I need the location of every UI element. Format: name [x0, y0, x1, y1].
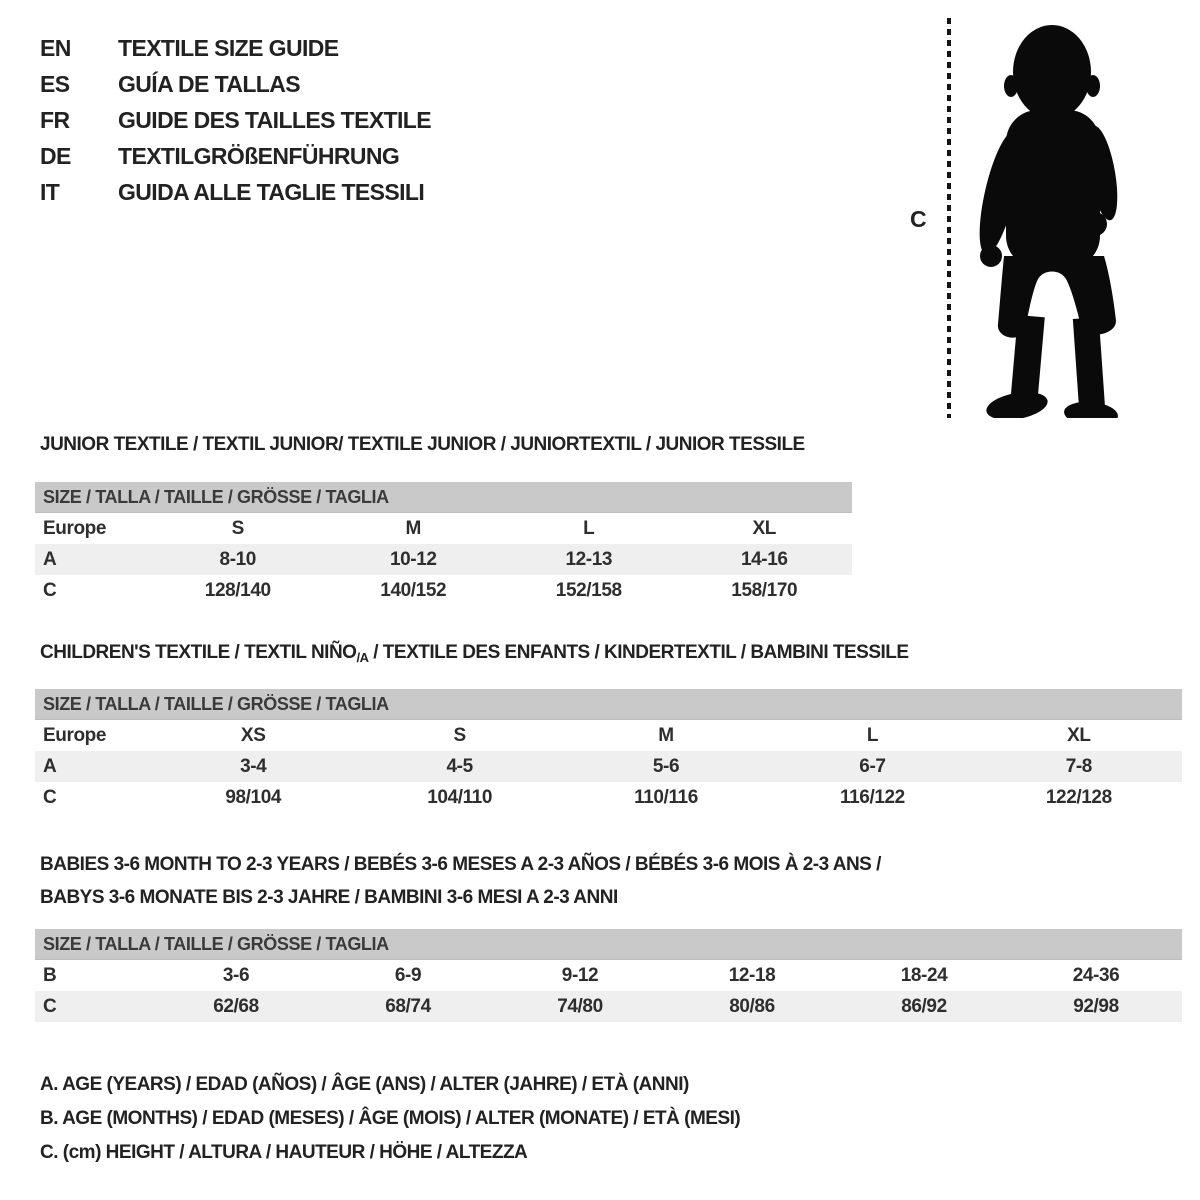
children-title-part1: CHILDREN'S TEXTILE / TEXTIL NIÑO	[40, 642, 357, 663]
row-label: A	[43, 549, 57, 570]
table-cell: 3-4	[240, 756, 267, 777]
baby-silhouette	[963, 18, 1135, 418]
table-cell: S	[231, 518, 244, 539]
babies-section-title	[40, 848, 881, 914]
table-cell: 62/68	[213, 996, 259, 1017]
row-label: Europe	[43, 725, 107, 746]
children-title-part2: / TEXTILE DES ENFANTS / KINDERTEXTIL / BAMBINI TESSILE	[368, 642, 909, 663]
babies-title-line2: BABYS 3-6 MONATE BIS 2-3 JAHRE / BAMBINI 3-6 MESI A 2-3 ANNI	[40, 887, 618, 908]
table-cell: 86/92	[901, 996, 947, 1017]
table-cell: 6-7	[859, 756, 886, 777]
height-measure-label: C	[910, 206, 927, 232]
table-row-height	[35, 782, 1182, 813]
language-code: FR	[40, 106, 70, 133]
language-row-it	[40, 174, 431, 210]
table-cell: 12-18	[728, 965, 776, 986]
table-cell: 98/104	[225, 787, 282, 808]
table-cell: M	[658, 725, 674, 746]
language-code: DE	[40, 142, 71, 169]
table-row-age-months	[35, 960, 1182, 991]
table-cell: XL	[752, 518, 776, 539]
language-label: GUÍA DE TALLAS	[118, 70, 300, 97]
language-list	[40, 30, 431, 210]
legend-line-c: C. (cm) HEIGHT / ALTURA / HAUTEUR / HÖHE / ALTEZZA	[40, 1142, 528, 1163]
table-cell: 116/122	[840, 787, 905, 808]
language-label: GUIDA ALLE TAGLIE TESSILI	[118, 178, 425, 205]
table-cell: L	[583, 518, 595, 539]
size-table-header: SIZE / TALLA / TAILLE / GRÖSSE / TAGLIA	[35, 929, 1182, 960]
table-cell: S	[453, 725, 466, 746]
table-row-height	[35, 991, 1182, 1022]
table-cell: 24-36	[1072, 965, 1120, 986]
table-cell: 10-12	[389, 549, 437, 570]
children-section-title	[40, 642, 909, 665]
table-cell: 5-6	[652, 756, 680, 777]
table-cell: 158/170	[731, 580, 798, 601]
language-row-es	[40, 66, 431, 102]
table-cell: 4-5	[446, 756, 473, 777]
legend-line-a: A. AGE (YEARS) / EDAD (AÑOS) / ÂGE (ANS) / ALTER (JAHRE) / ETÀ (ANNI)	[40, 1074, 689, 1095]
table-row-europe	[35, 720, 1182, 751]
height-measure-dashed-line	[947, 18, 951, 418]
table-cell: 9-12	[561, 965, 599, 986]
size-table-header: SIZE / TALLA / TAILLE / GRÖSSE / TAGLIA	[35, 689, 1182, 720]
row-label: B	[43, 965, 57, 986]
size-table-header: SIZE / TALLA / TAILLE / GRÖSSE / TAGLIA	[35, 482, 852, 513]
table-cell: 8-10	[219, 549, 256, 570]
babies-title-line1: BABIES 3-6 MONTH TO 2-3 YEARS / BEBÉS 3-6 MESES A 2-3 AÑOS / BÉBÉS 3-6 MOIS À 2-3 ANS /	[40, 854, 881, 875]
table-cell: 18-24	[900, 965, 948, 986]
language-code: IT	[40, 178, 60, 205]
row-label: C	[43, 787, 57, 808]
language-code: ES	[40, 70, 70, 97]
legend	[40, 1068, 740, 1170]
table-row-height	[35, 575, 852, 606]
table-cell: 7-8	[1065, 756, 1092, 777]
table-cell: 3-6	[222, 965, 250, 986]
table-cell: 140/152	[380, 580, 447, 601]
table-cell: 92/98	[1073, 996, 1119, 1017]
table-cell: 14-16	[740, 549, 788, 570]
table-row-europe	[35, 513, 852, 544]
babies-size-table	[35, 929, 1182, 1022]
table-cell: 80/86	[729, 996, 775, 1017]
table-cell: 12-13	[565, 549, 613, 570]
table-cell: 110/116	[634, 787, 698, 808]
table-row-age	[35, 544, 852, 575]
table-cell: 128/140	[204, 580, 271, 601]
table-cell: 104/110	[427, 787, 493, 808]
table-cell: M	[405, 518, 421, 539]
row-label: C	[43, 580, 57, 601]
junior-section-title: JUNIOR TEXTILE / TEXTIL JUNIOR/ TEXTILE JUNIOR / JUNIORTEXTIL / JUNIOR TESSILE	[40, 434, 805, 455]
children-title-subscript: /A	[356, 650, 369, 665]
children-size-table	[35, 689, 1182, 813]
table-row-age	[35, 751, 1182, 782]
table-cell: 74/80	[557, 996, 603, 1017]
language-row-de	[40, 138, 431, 174]
legend-line-b: B. AGE (MONTHS) / EDAD (MESES) / ÂGE (MOIS) / ALTER (MONATE) / ETÀ (MESI)	[40, 1108, 741, 1129]
language-label: GUIDE DES TAILLES TEXTILE	[118, 106, 431, 133]
table-cell: XS	[240, 725, 266, 746]
table-cell: 152/158	[555, 580, 622, 601]
row-label: A	[43, 756, 57, 777]
language-code: EN	[40, 34, 71, 61]
language-row-fr	[40, 102, 431, 138]
language-label: TEXTILE SIZE GUIDE	[118, 34, 339, 61]
table-cell: 122/128	[1045, 787, 1112, 808]
row-label: Europe	[43, 518, 107, 539]
language-row-en	[40, 30, 431, 66]
table-cell: 68/74	[385, 996, 431, 1017]
row-label: C	[43, 996, 57, 1017]
junior-size-table	[35, 482, 852, 606]
table-cell: XL	[1067, 725, 1091, 746]
table-cell: L	[866, 725, 879, 746]
language-label: TEXTILGRÖßENFÜHRUNG	[118, 142, 400, 169]
table-cell: 6-9	[394, 965, 422, 986]
